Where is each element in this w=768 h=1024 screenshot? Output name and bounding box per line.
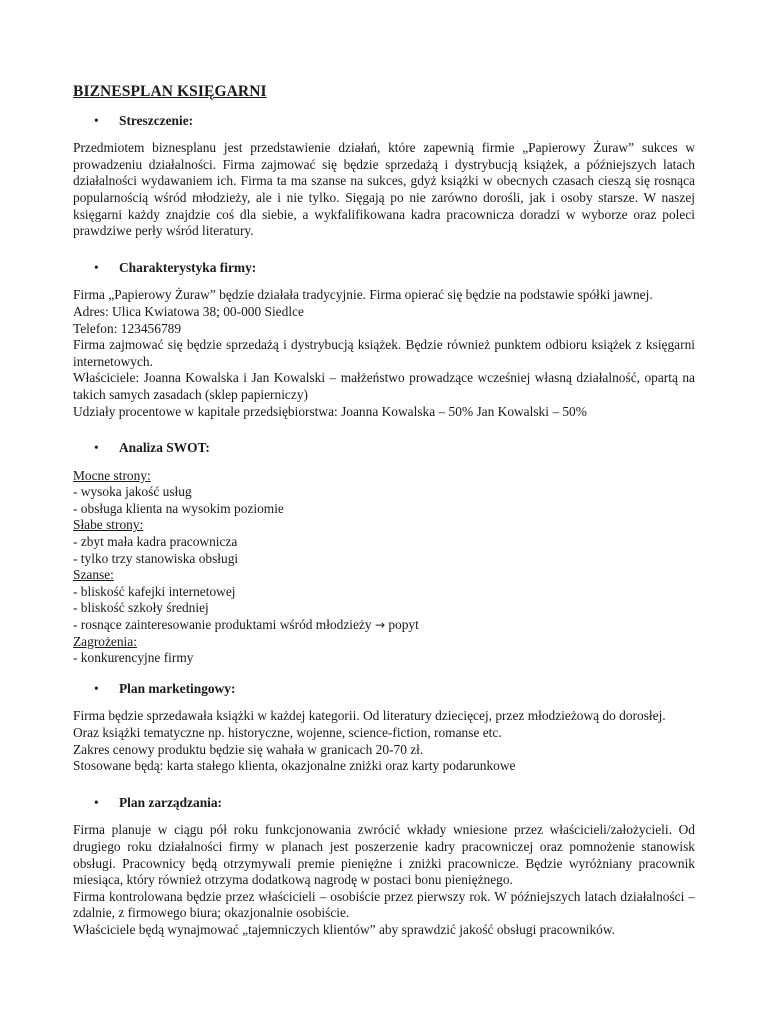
heading-text: Streszczenie: — [119, 112, 194, 128]
section-heading-zarzadzanie — [73, 795, 695, 812]
company-phone: Telefon: 123456789 — [73, 320, 182, 336]
swot-opportunity-item: - bliskość kafejki internetowej — [73, 583, 236, 599]
section-heading-charakterystyka — [73, 260, 695, 277]
marketing-line: Oraz książki tematyczne np. historyczne, wojenne, science-fiction, romanse etc. — [73, 725, 502, 740]
opportunity-text: - rosnące zainteresowanie produktami wśród młodzieży — [73, 617, 372, 633]
bullet-icon: • — [94, 112, 99, 128]
swot-strength-item: - wysoka jakość usług — [73, 484, 192, 500]
heading-text: Plan marketingowy: — [119, 680, 236, 696]
swot-weakness-item: - tylko trzy stanowiska obsługi — [73, 550, 239, 566]
swot-weaknesses-label: Słabe strony: — [73, 517, 144, 533]
marketing-line: Stosowane będą: karta stałego klienta, okazjonalne zniżki oraz karty podarunkowe — [73, 758, 516, 774]
document-page — [73, 84, 695, 939]
bullet-icon: • — [94, 680, 99, 696]
bullet-icon: • — [94, 794, 99, 810]
company-activity: Firma zajmować się będzie sprzedażą i dystrybucją książek. Będzie również punktem odbioru książek z księgarni internetowych. — [73, 337, 695, 369]
management-paragraph: Właściciele będą wynajmować „tajemniczych klientów” aby sprawdzić jakość obsługi pracowników. — [73, 921, 615, 937]
company-description: Firma „Papierowy Żuraw” będzie działała tradycyjnie. Firma opierać się będzie na podstawie spółki jawnej. — [73, 287, 653, 303]
opportunity-tail: popyt — [385, 617, 419, 633]
swot-strengths-label: Mocne strony: — [73, 467, 151, 483]
summary-paragraph: Przedmiotem biznesplanu jest przedstawienie działań, które zapewnią firmie „Papierowy Żuraw” sukces w prowadzeniu działalności. Firma zajmować się będzie sprzedażą i dystrybucją książek, a późniejszych latach działalności wydawaniem ich. Firma ta ma szanse na sukces, gdyż książki w obecnych czasach cieszą się rosnąca popularnością wśród młodzieży, ale i nie tylko. Sięgają po nie zarówno dorośli, jak i osoby starsze. W naszej księgarni każdy znajdzie coś dla siebie, a wykfalifikowana kadra pracownicza doradzi w wyborze oraz poleci prawdziwe perły wśród literatury. — [73, 140, 695, 239]
swot-opportunities-label: Szanse: — [73, 567, 114, 583]
heading-text: Plan zarządzania: — [119, 794, 223, 810]
section-heading-swot — [73, 440, 695, 457]
company-shares: Udziały procentowe w kapitale przedsiębiorstwa: Joanna Kowalska – 50% Jan Kowalski – 50% — [73, 403, 587, 419]
management-paragraph: Firma kontrolowana będzie przez właścicieli – osobiście przez pierwszy rok. W późniejszych latach działalności – zdalnie, z firmowego biura; okazjonalnie osobiście. — [73, 888, 695, 921]
swot-weakness-item: - zbyt mała kadra pracownicza — [73, 534, 238, 550]
heading-text: Charakterystyka firmy: — [119, 259, 257, 275]
document-title: BIZNESPLAN KSIĘGARNI — [73, 83, 267, 100]
management-paragraph: Firma planuje w ciągu pół roku funkcjonowania zwrócić wkłady wniesione przez właścicieli/założycieli. Od drugiego roku działalności firmy w planach jest poszerzenie kadry pracowniczej oraz pomnożenie stanowisk obsługi. Pracownicy będą otrzymywali premie pieniężne i zniżki pracownicze. Będzie wyróżniany pracownik miesiąca, który również otrzyma dodatkową nagrodę w postaci bonu pieniężnego. — [73, 822, 695, 888]
bullet-icon: • — [94, 440, 99, 456]
swot-threat-item: - konkurencyjne firmy — [73, 650, 194, 666]
company-address: Adres: Ulica Kwiatowa 38; 00-000 Siedlce — [73, 303, 304, 319]
swot-opportunity-item: - bliskość szkoły średniej — [73, 600, 209, 616]
marketing-line: Firma będzie sprzedawała książki w każdej kategorii. Od literatury dziecięcej, przez młodzieżową do dorosłej. — [73, 708, 666, 724]
arrow-right-icon: → — [374, 618, 385, 633]
bullet-icon: • — [94, 259, 99, 275]
swot-threats-label: Zagrożenia: — [73, 633, 137, 649]
company-owners: Właściciele: Joanna Kowalska i Jan Kowalski – małżeństwo prowadzące wcześniej własną działalność, opartą na takich samych zasadach (sklep papierniczy) — [73, 370, 695, 402]
section-heading-streszczenie — [73, 113, 695, 130]
swot-opportunity-item — [73, 617, 695, 634]
marketing-line: Zakres cenowy produktu będzie się wahała w granicach 20-70 zł. — [73, 741, 424, 757]
heading-text: Analiza SWOT: — [119, 440, 210, 456]
swot-strength-item: - obsługa klienta na wysokim poziomie — [73, 500, 284, 516]
section-heading-marketing — [73, 681, 695, 698]
